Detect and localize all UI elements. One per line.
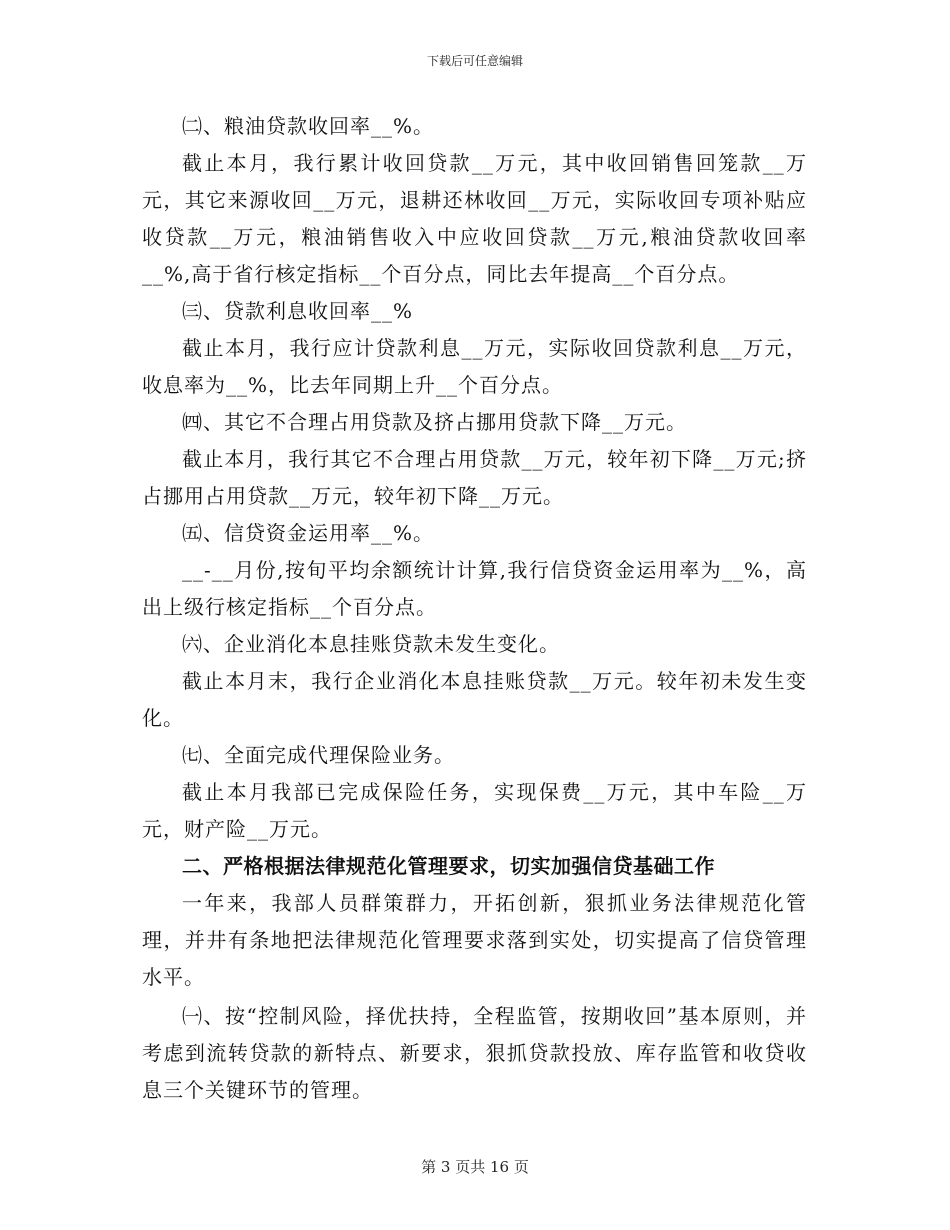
subsection-heading: ㈣、其它不合理占用贷款及挤占挪用贷款下降__万元。 <box>182 410 687 434</box>
subsection-heading: ㈠、按“控制风险，择优扶持，全程监管，按期收回”基本原则，并考虑到流转贷款的新特点、新要求，狠抓贷款投放、库存监管和收贷收息三个关键环节的管理。 <box>142 1004 807 1102</box>
subsection-heading: ㈡、粮油贷款收回率__%。 <box>182 114 435 138</box>
body-paragraph: __-__月份,按旬平均余额统计计算,我行信贷资金运用率为__%，高出上级行核定指标__个百分点。 <box>142 558 807 619</box>
subsection-heading: ㈢、贷款利息收回率__% <box>182 299 414 323</box>
subsection-heading: ㈥、企业消化本息挂账贷款未发生变化。 <box>182 632 560 656</box>
body-paragraph: 截止本月末，我行企业消化本息挂账贷款__万元。较年初未发生变化。 <box>142 669 807 730</box>
document-body <box>142 108 807 1109</box>
body-paragraph: 截止本月，我行其它不合理占用贷款__万元，较年初下降__万元;挤占挪用占用贷款__万元，较年初下降__万元。 <box>142 447 807 508</box>
body-paragraph: 截止本月，我行累计收回贷款__万元，其中收回销售回笼款__万元，其它来源收回__万元，退耕还林收回__万元，实际收回专项补贴应收贷款__万元，粮油销售收入中应收回贷款__万元,粮油贷款收回率__%,高于省行核定指标__个百分点，同比去年提高__个百分点。 <box>142 151 807 286</box>
body-paragraph: 截止本月我部已完成保险任务，实现保费__万元，其中车险__万元，财产险__万元。 <box>142 780 807 841</box>
page-footer: 第 3 页共 16 页 <box>421 1158 529 1176</box>
body-paragraph: 一年来，我部人员群策群力，开拓创新，狠抓业务法律规范化管理，并井有条地把法律规范化管理要求落到实处，切实提高了信贷管理水平。 <box>142 891 807 989</box>
page-header: 下载后可任意编辑 <box>426 54 523 68</box>
subsection-heading: ㈦、全面完成代理保险业务。 <box>182 743 455 767</box>
body-paragraph: 截止本月，我行应计贷款利息__万元，实际收回贷款利息__万元，收息率为__%，比去年同期上升__个百分点。 <box>142 336 807 397</box>
subsection-heading: ㈤、信贷资金运用率__%。 <box>182 521 435 545</box>
section-heading: 二、严格根据法律规范化管理要求，切实加强信贷基础工作 <box>182 854 715 878</box>
